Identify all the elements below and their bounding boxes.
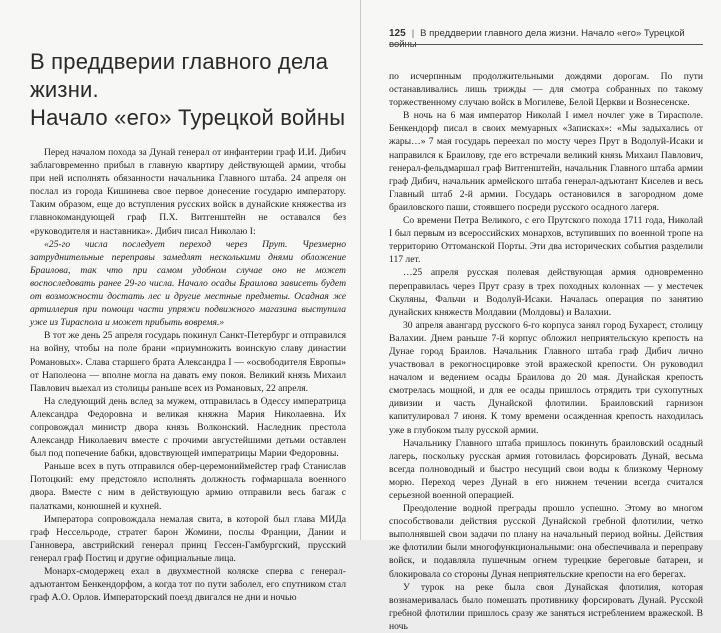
quote-paragraph: «25-го числа последует переход через Прут. Чрезмерно затруднительные переправы замедлят несколькими днями обложение Браилова, так что при самом удобном случае оно не может воспоследовать ранее 29-го числа. Начало осады Браилова зависеть будет от возможности достать лес и другие местные предметы. Осадная же артиллерия при помощи части упряжи подвижного магазина выступила уже из Тираспола и может прибыть вовремя.» (30, 238, 346, 329)
paragraph: Преодоление водной преграды прошло успешно. Этому во многом способствовали действия русской Дунайской гребной флотилии, четко выполнявшей свои задачи по плану на начальный период войны. Действия же флотилии были многофункциональными: она обеспечивала и переправу войск, и подавляла пушечным огнем турецкие береговые батареи, и блокировала со стороны Дуная неприятельские крепости на его берегах. (389, 503, 703, 580)
paragraph: Императора сопровождала немалая свита, в которой был глава МИДа граф Нессельроде, стратег барон Жомини, послы Франции, Дании и Ганновера, австрийский генерал принц Гессен-Гамбургский, прусский генерал граф Постиц и другие официальные лица. (30, 513, 346, 564)
running-head-title: В преддверии главного дела жизни. Начало «его» Турецкой войны (389, 28, 685, 50)
paragraph: по исчерпнным продолжительными дождями дорогам. По пути останавливались лишь трижды — для смотра собранных по такому торжественному случаю войск в Могилеве, Белой Церкви и Вознесенске. (389, 71, 703, 109)
paragraph: Перед началом похода за Дунай генерал от инфантерии граф И.И. Дибич заблаговременно прибыл в главную квартиру действующей армии, чтобы при ней исполнять обязанности начальника Главного штаба. 24 апреля он послал из города Кишинева свое первое донесение государю императору. Таким образом, еще до вступления русских войск в дунайские княжества из главнокомандующей граф П.Х. Витгенштейн не оставался без «руководителя и наставника». Дибич писал Николаю I: (30, 147, 346, 237)
right-page (361, 0, 721, 632)
paragraph: Начальнику Главного штаба пришлось покинуть браиловский осадный лагерь, поскольку русская армия готовилась форсировать Дунай, весьма всегда полноводный и быстро несущий свои воды к близкому Черному морю. Переход через Дунай в его нижнем течении всегда считался серьезной военной операцией. (389, 437, 703, 501)
paragraph: 30 апреля авангард русского 6-го корпуса занял город Бухарест, столицу Валахии. Днем раньше 7-й корпус обложил неприятельскую крепость на Дунае город Браилов. Начальник Главного штаба граф Дибич лично участвовал в рекогносцировке этой вражеской крепости. Он руководил началом и ведением осады Браилова до 20 мая. Дунайская крепость смотрелась мощной, и для ее осады пришлось отрядить три сухопутных дивизии и часть Дунайской флотилии. Браиловский гарнизон капитулировал 7 июня. К тому времени осажденная крепость находилась уже в глубоком тылу русской армии. (389, 319, 703, 436)
left-page (0, 0, 360, 604)
chapter-title-line-2: Начало «его» Турецкой войны (30, 105, 346, 130)
paragraph: …25 апреля русская полевая действующая армия одновременно переправилась через Прут сразу в трех походных колоннах — у местечек Скуляны, Фальчи и Водолуй-Исаки. Началась операция по занятию дунайских княжеств Молдавии (Молдовы) и Валахии. (389, 267, 703, 318)
paragraph: В ночь на 6 мая император Николай I имел ночлег уже в Тирасполе. Бенкендорф писал в своих мемуарных «Записках»: «Мы задыхались от жары…» 7 мая государь переехал по мосту через Прут в Водолуй-Исаки и направился к Браилову, где его встречали великий князь Михаил Павлович, генерал-фельдмаршал граф Витгенштейн, начальник Главного штаба армии граф Дибич, начальник армейского штаба генерал-адъютант Киселев и весь Главный штаб 2-й армии. Государь остановился в загородном доме браиловского паши, стоявшего посреди русского осадного лагеря. (389, 110, 703, 213)
paragraph: Раньше всех в путь отправился обер-церемониймейстер граф Станислав Потоцкий: ему предстояло исполнять должность гофмаршала военного двора. Вместе с ним в действующую армию отправили весь багаж с палатками, конюшней и кухней. (30, 461, 346, 512)
paragraph: Со времени Петра Великого, с его Прутского похода 1711 года, Николай I был первым из всероссийских монархов, вступивших по военной тропе на территорию Оттоманской Порты. Эти два исторических события разделили 117 лет. (389, 215, 703, 266)
paragraph: У турок на реке была своя Дунайская флотилия, которая вознамеривалась было помешать противнику форсировать Дунай. Русской гребной флотилии пришлось сразу же заняться истреблением вражеской. В ночь (389, 581, 703, 632)
running-header (389, 28, 703, 50)
paragraph: В тот же день 25 апреля государь покинул Санкт-Петербург и отправился на войну, чтобы на поле брани «приумножить воинскую славу династии Романовых». Слава старшего брата Александра I — «освободителя Европы» от Наполеона — вполне могла на давать ему покоя. Великий князь Михаил Павлович выехал из столицы раньше всех из Романовых, 22 апреля. (30, 330, 346, 394)
chapter-title-line-1: В преддверии главного дела жизни. (30, 49, 329, 102)
page-number: 125 (389, 28, 406, 39)
chapter-title (30, 48, 350, 132)
paragraph: Монарх-смодержец ехал в двухместной коляске сперва с генерал-адъютантом Бенкендорфом, а когда тот по пути заболел, его спутником стал граф А.О. Орлов. Императорский поезд двигался не дни и ночью (30, 566, 346, 604)
header-rule (389, 44, 703, 45)
left-body-text (30, 146, 346, 604)
header-separator: | (411, 28, 415, 39)
paragraph: На следующий день вслед за мужем, отправилась в Одессу императрица Александра Федоровна и великая княжна Мария Николаевна. Их сопровождал министр двора князь Волконский. Наследник престола Александр Николаевич вместе с прочими августейшими детьми оставлен был под попечение бабки, вдовствующей императрицы Марии Федоровны. (30, 395, 346, 460)
right-body-text (389, 70, 703, 633)
